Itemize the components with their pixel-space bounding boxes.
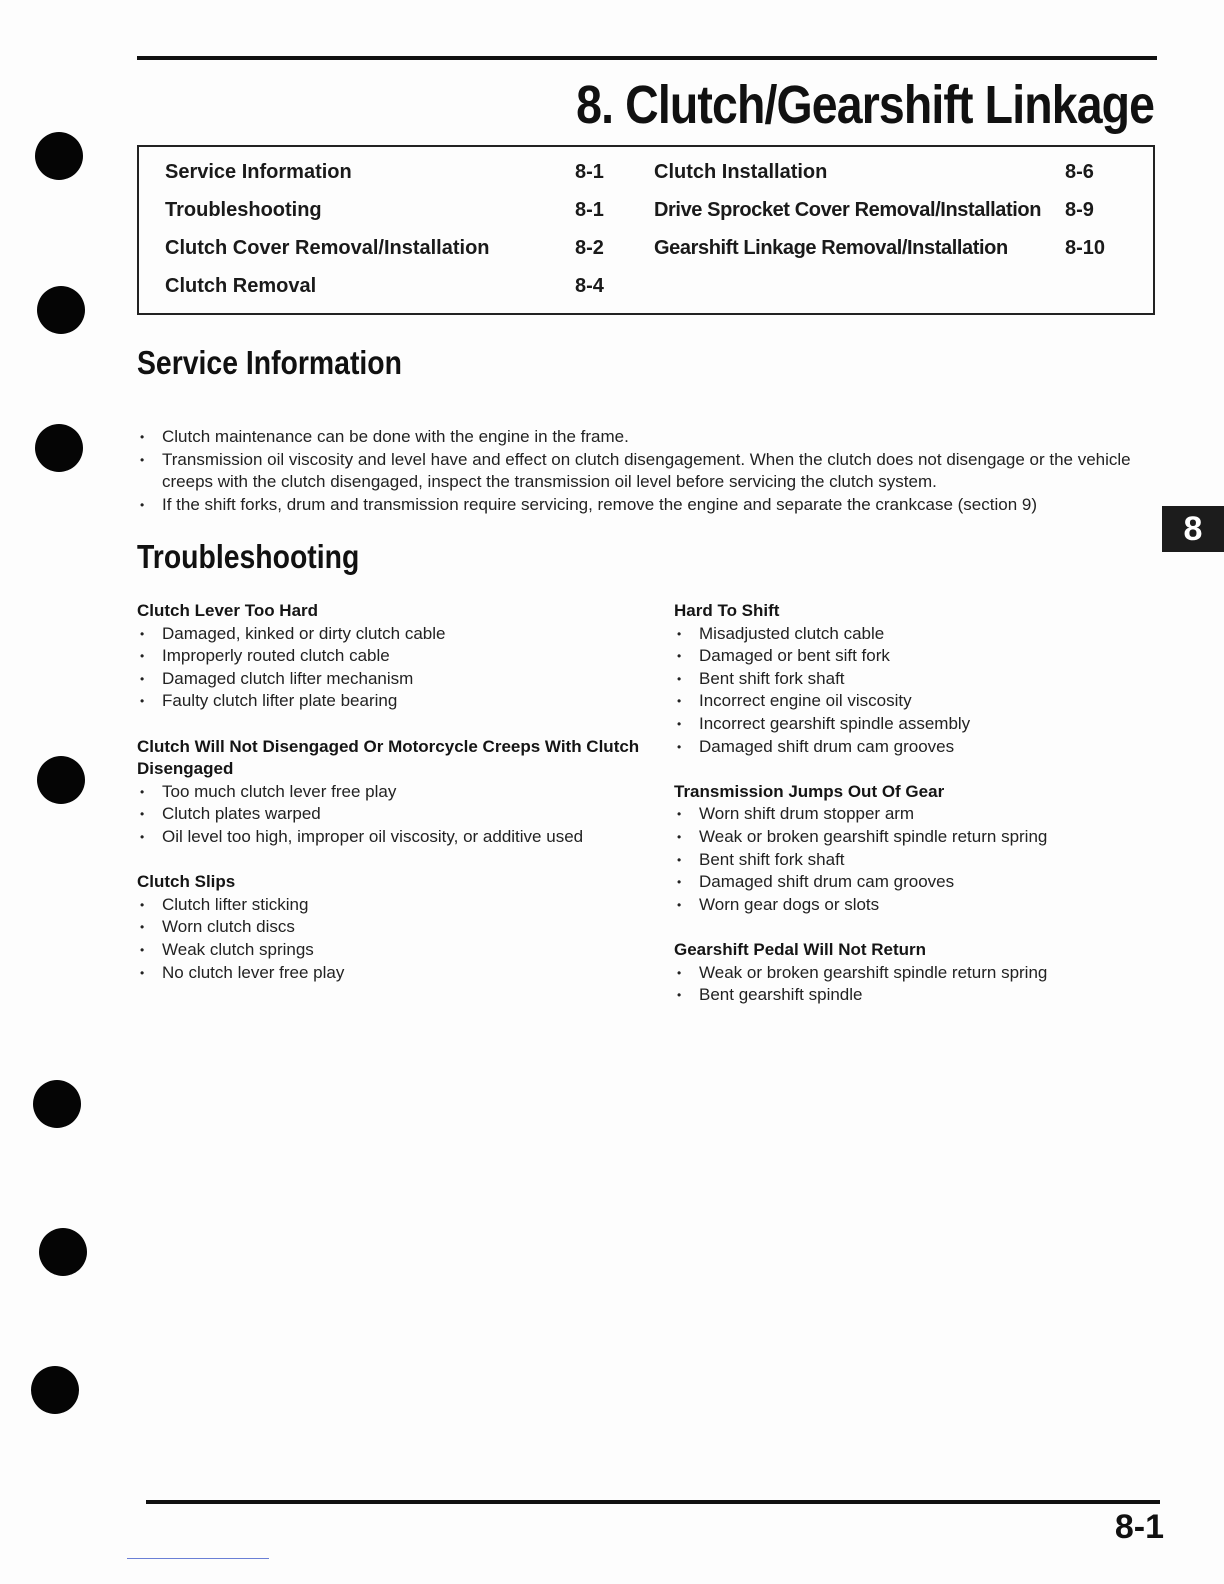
list-item: • Damaged or bent sift fork xyxy=(674,645,1154,668)
list-item: • Bent shift fork shaft xyxy=(674,668,1154,691)
list-item: • Incorrect engine oil viscosity xyxy=(674,690,1154,713)
troubleshooting-left-column xyxy=(137,600,642,1007)
toc-entry[interactable]: Gearshift Linkage Removal/Installation xyxy=(654,237,1008,259)
list-item: • Oil level too high, improper oil viscosity, or additive used xyxy=(137,826,642,849)
list-item: • Clutch lifter sticking xyxy=(137,894,642,917)
troubleshooting-group xyxy=(137,736,642,849)
troubleshooting-heading: Troubleshooting xyxy=(137,538,360,575)
top-rule xyxy=(137,56,1157,60)
list-item: • Bent gearshift spindle xyxy=(674,984,1154,1007)
troubleshooting-group xyxy=(674,600,1154,758)
troubleshooting-right-column xyxy=(674,600,1154,1029)
service-information-heading: Service Information xyxy=(137,344,402,381)
binder-hole xyxy=(33,1080,81,1128)
list-item: • Weak or broken gearshift spindle return spring xyxy=(674,962,1154,985)
troubleshooting-group xyxy=(137,871,642,984)
list-item: • Worn gear dogs or slots xyxy=(674,894,1154,917)
troubleshooting-group xyxy=(674,781,1154,917)
list-item: • Transmission oil viscosity and level have and effect on clutch disengagement. When the clutch does not disengage or the vehicle creeps with the clutch disengaged, inspect the transmission oil level before servicing the clutch system. xyxy=(137,449,1157,494)
binder-hole xyxy=(37,756,85,804)
binder-hole xyxy=(31,1366,79,1414)
toc-entry[interactable]: Clutch Cover Removal/Installation xyxy=(165,237,490,259)
list-item: • Misadjusted clutch cable xyxy=(674,623,1154,646)
list-item: • If the shift forks, drum and transmission require servicing, remove the engine and separate the crankcase (section 9) xyxy=(137,494,1157,517)
list-item: • Weak clutch springs xyxy=(137,939,642,962)
list-item: • Weak or broken gearshift spindle return spring xyxy=(674,826,1154,849)
toc-page: 8-4 xyxy=(575,275,604,297)
toc-entry[interactable]: Troubleshooting xyxy=(165,199,322,221)
toc-page: 8-6 xyxy=(1065,161,1094,183)
toc-page: 8-1 xyxy=(575,199,604,221)
scan-artifact-line xyxy=(127,1558,269,1559)
symptom-heading: Transmission Jumps Out Of Gear xyxy=(674,781,945,801)
toc-entry[interactable]: Service Information xyxy=(165,161,352,183)
list-item: • Damaged shift drum cam grooves xyxy=(674,736,1154,759)
toc-entry[interactable]: Clutch Removal xyxy=(165,275,317,297)
symptom-heading: Clutch Will Not Disengaged Or Motorcycle Creeps With Clutch Disengaged xyxy=(137,736,640,779)
service-information-list xyxy=(137,426,1157,516)
list-item: • Too much clutch lever free play xyxy=(137,781,642,804)
toc-page: 8-9 xyxy=(1065,199,1094,221)
symptom-heading: Clutch Lever Too Hard xyxy=(137,601,319,620)
binder-hole xyxy=(35,424,83,472)
binder-hole xyxy=(35,132,83,180)
toc-entry[interactable]: Drive Sprocket Cover Removal/Installation xyxy=(654,199,1042,221)
troubleshooting-group xyxy=(137,600,642,713)
troubleshooting-group xyxy=(674,939,1154,1007)
toc-page: 8-10 xyxy=(1065,237,1106,259)
bottom-rule xyxy=(146,1500,1160,1504)
symptom-heading: Hard To Shift xyxy=(674,601,780,620)
list-item: • Incorrect gearshift spindle assembly xyxy=(674,713,1154,736)
chapter-tab: 8 xyxy=(1162,506,1224,552)
list-item: • Improperly routed clutch cable xyxy=(137,645,642,668)
list-item: • Clutch plates warped xyxy=(137,803,642,826)
list-item: • No clutch lever free play xyxy=(137,962,642,985)
page-number: 8-1 xyxy=(1114,1508,1164,1546)
list-item: • Faulty clutch lifter plate bearing xyxy=(137,690,642,713)
list-item: • Worn shift drum stopper arm xyxy=(674,803,1154,826)
toc-page: 8-2 xyxy=(575,237,604,259)
chapter-title: 8. Clutch/Gearshift Linkage xyxy=(575,75,1154,135)
symptom-heading: Clutch Slips xyxy=(137,872,236,892)
list-item: • Clutch maintenance can be done with the engine in the frame. xyxy=(137,426,1157,449)
list-item: • Bent shift fork shaft xyxy=(674,849,1154,872)
list-item: • Damaged, kinked or dirty clutch cable xyxy=(137,623,642,646)
toc-page: 8-1 xyxy=(575,161,604,183)
toc-entry[interactable]: Clutch Installation xyxy=(654,161,828,183)
list-item: • Worn clutch discs xyxy=(137,916,642,939)
list-item: • Damaged clutch lifter mechanism xyxy=(137,668,642,691)
table-of-contents xyxy=(137,145,1155,315)
binder-hole xyxy=(37,286,85,334)
symptom-heading: Gearshift Pedal Will Not Return xyxy=(674,939,927,959)
list-item: • Damaged shift drum cam grooves xyxy=(674,871,1154,894)
binder-hole xyxy=(39,1228,87,1276)
